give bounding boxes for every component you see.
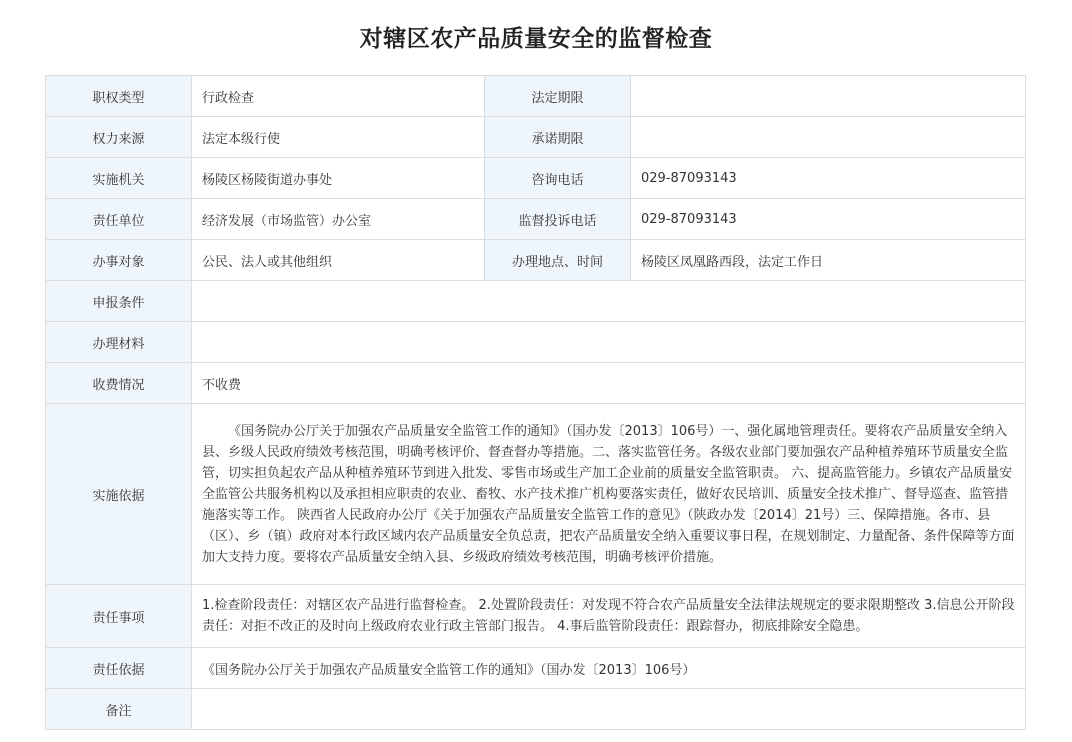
power-source-label: 权力来源: [46, 117, 192, 158]
table-row: [46, 585, 1026, 648]
legal-period-value: [631, 76, 1026, 117]
promised-period-value: [631, 117, 1026, 158]
power-type-value: 行政检查: [192, 76, 485, 117]
info-table: [45, 75, 1026, 730]
table-row: [46, 322, 1026, 363]
complaint-phone-value: 029-87093143: [631, 199, 1026, 240]
legal-basis-label: 实施依据: [46, 404, 192, 585]
implementing-agency-value: 杨陵区杨陵街道办事处: [192, 158, 485, 199]
table-row: [46, 281, 1026, 322]
implementing-agency-label: 实施机关: [46, 158, 192, 199]
service-place-time-value: 杨陵区凤凰路西段，法定工作日: [631, 240, 1026, 281]
consult-phone-value: 029-87093143: [631, 158, 1026, 199]
power-source-value: 法定本级行使: [192, 117, 485, 158]
table-row: [46, 158, 1026, 199]
table-row: [46, 404, 1026, 585]
responsible-unit-label: 责任单位: [46, 199, 192, 240]
table-row: [46, 648, 1026, 689]
page-title: 对辖区农产品质量安全的监督检查: [359, 26, 713, 52]
consult-phone-label: 咨询电话: [485, 158, 631, 199]
application-conditions-value: [192, 281, 1026, 322]
power-type-label: 职权类型: [46, 76, 192, 117]
responsibility-basis-value: 《国务院办公厅关于加强农产品质量安全监管工作的通知》（国办发〔2013〕106号）: [192, 648, 1026, 689]
table-row: [46, 76, 1026, 117]
required-materials-value: [192, 322, 1026, 363]
table-row: [46, 689, 1026, 730]
responsibilities-value: 1.检查阶段责任：对辖区农产品进行监督检查。 2.处置阶段责任：对发现不符合农产品质量安全法律法规规定的要求限期整改 3.信息公开阶段责任：对拒不改正的及时向上级政府农业行政主管部门报告。 4.事后监管阶段责任：跟踪督办，彻底排除安全隐患。: [192, 585, 1026, 648]
responsibilities-label: 责任事项: [46, 585, 192, 648]
legal-basis-text: 《国务院办公厅关于加强农产品质量安全监管工作的通知》（国办发〔2013〕106号）一、强化属地管理责任。要将农产品质量安全纳入县、乡级人民政府绩效考核范围，明确考核评价、督查督办等措施。二、落实监管任务。各级农业部门要加强农产品种植养殖环节质量安全监管，切实担负起农产品从种植养殖环节到进入批发、零售市场或生产加工企业前的质量安全监管职责。 六、提高监管能力。乡镇农产品质量安全监管公共服务机构以及承担相应职责的农业、畜牧、水产技术推广机构要落实责任，做好农民培训、质量安全技术推广、督导巡查、监管措施落实等工作。 陕西省人民政府办公厅《关于加强农产品质量安全监管工作的意见》（陕政办发〔2014〕21号）三、保障措施。各市、县（区）、乡（镇）政府对本行政区域内农产品质量安全负总责，把农产品质量安全纳入重要议事日程，在规划制定、力量配备、条件保障等方面加大支持力度。要将农产品质量安全纳入县、乡级政府绩效考核范围，明确考核评价措施。: [202, 423, 1015, 565]
remarks-label: 备注: [46, 689, 192, 730]
service-target-value: 公民、法人或其他组织: [192, 240, 485, 281]
legal-basis-value: [192, 404, 1026, 585]
remarks-value: [192, 689, 1026, 730]
table-row: [46, 363, 1026, 404]
service-place-time-label: 办理地点、时间: [485, 240, 631, 281]
table-row: [46, 117, 1026, 158]
fees-label: 收费情况: [46, 363, 192, 404]
application-conditions-label: 申报条件: [46, 281, 192, 322]
service-target-label: 办事对象: [46, 240, 192, 281]
required-materials-label: 办理材料: [46, 322, 192, 363]
legal-period-label: 法定期限: [485, 76, 631, 117]
table-row: [46, 240, 1026, 281]
responsible-unit-value: 经济发展（市场监管）办公室: [192, 199, 485, 240]
responsibility-basis-label: 责任依据: [46, 648, 192, 689]
complaint-phone-label: 监督投诉电话: [485, 199, 631, 240]
promised-period-label: 承诺期限: [485, 117, 631, 158]
table-row: [46, 199, 1026, 240]
fees-value: 不收费: [192, 363, 1026, 404]
